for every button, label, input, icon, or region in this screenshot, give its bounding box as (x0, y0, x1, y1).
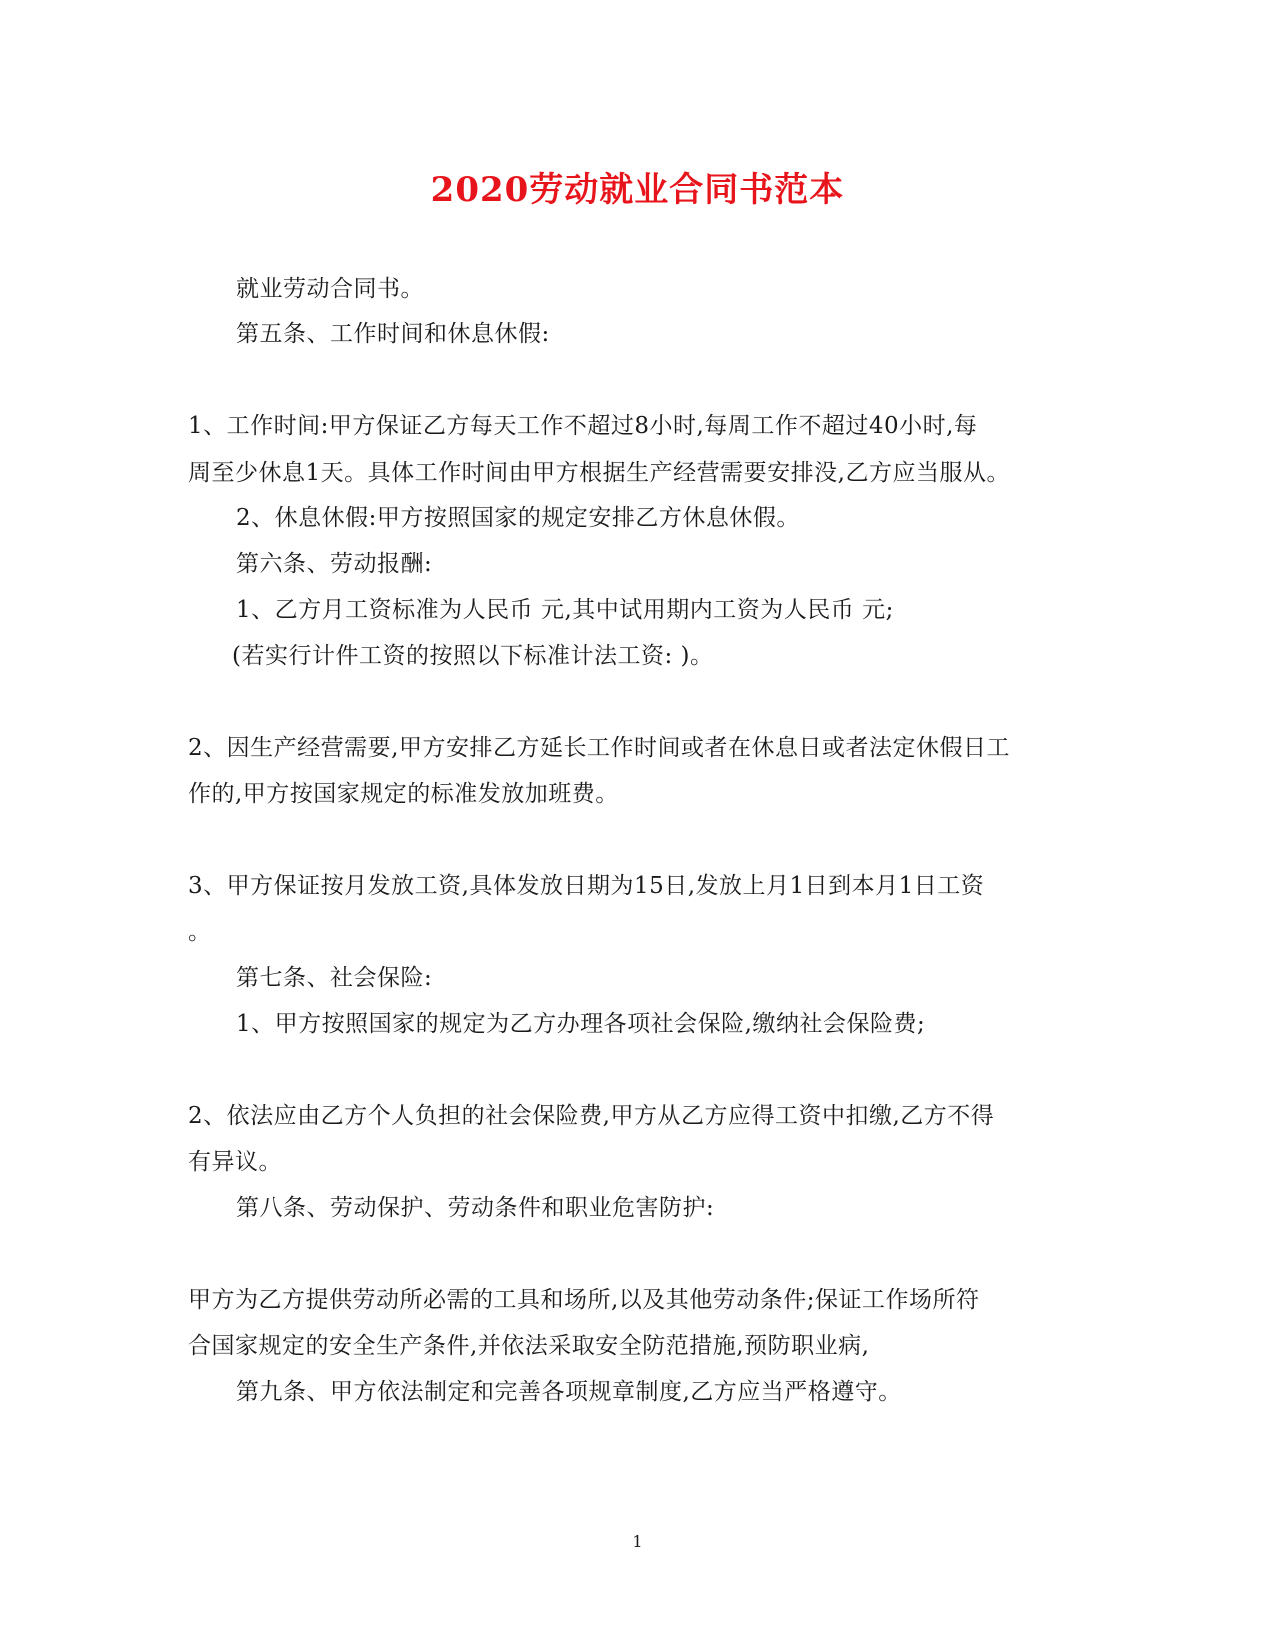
article-6-item-1: 1、乙方月工资标准为人民币 元,其中试用期内工资为人民币 元; (236, 597, 894, 623)
article-5-heading: 第五条、工作时间和休息休假: (236, 321, 550, 347)
article-5-item-2: 2、休息休假:甲方按照国家的规定安排乙方休息休假。 (236, 505, 800, 531)
intro-line: 就业劳动合同书。 (236, 276, 424, 302)
article-6-item-3-line-2: 。 (188, 919, 212, 945)
article-7-item-2-line-1: 2、依法应由乙方个人负担的社会保险费,甲方从乙方应得工资中扣缴,乙方不得 (188, 1103, 995, 1129)
article-6-item-3-line-1: 3、甲方保证按月发放工资,具体发放日期为15日,发放上月1日到本月1日工资 (188, 873, 985, 899)
article-6-item-2-line-2: 作的,甲方按国家规定的标准发放加班费。 (188, 781, 619, 807)
page-number: 1 (632, 1532, 643, 1551)
article-5-item-1-line-2: 周至少休息1天。具体工作时间由甲方根据生产经营需要安排没,乙方应当服从。 (188, 460, 1010, 486)
article-5-item-1-line-1: 1、工作时间:甲方保证乙方每天工作不超过8小时,每周工作不超过40小时,每 (188, 413, 978, 439)
article-6-item-2-line-1: 2、因生产经营需要,甲方安排乙方延长工作时间或者在休息日或者法定休假日工 (188, 735, 1010, 761)
document-title: 2020劳动就业合同书范本 (430, 170, 845, 210)
article-6-heading: 第六条、劳动报酬: (236, 551, 433, 577)
article-7-heading: 第七条、社会保险: (236, 965, 433, 991)
article-9-heading: 第九条、甲方依法制定和完善各项规章制度,乙方应当严格遵守。 (236, 1379, 902, 1405)
article-8-heading: 第八条、劳动保护、劳动条件和职业危害防护: (236, 1195, 715, 1221)
article-7-item-2-line-2: 有异议。 (188, 1149, 282, 1175)
article-8-body-line-2: 合国家规定的安全生产条件,并依法采取安全防范措施,预防职业病, (188, 1333, 870, 1359)
article-8-body-line-1: 甲方为乙方提供劳动所必需的工具和场所,以及其他劳动条件;保证工作场所符 (188, 1287, 980, 1313)
article-6-piecework-note: (若实行计件工资的按照以下标准计法工资: )。 (232, 643, 714, 669)
article-7-item-1: 1、甲方按照国家的规定为乙方办理各项社会保险,缴纳社会保险费; (236, 1011, 926, 1037)
